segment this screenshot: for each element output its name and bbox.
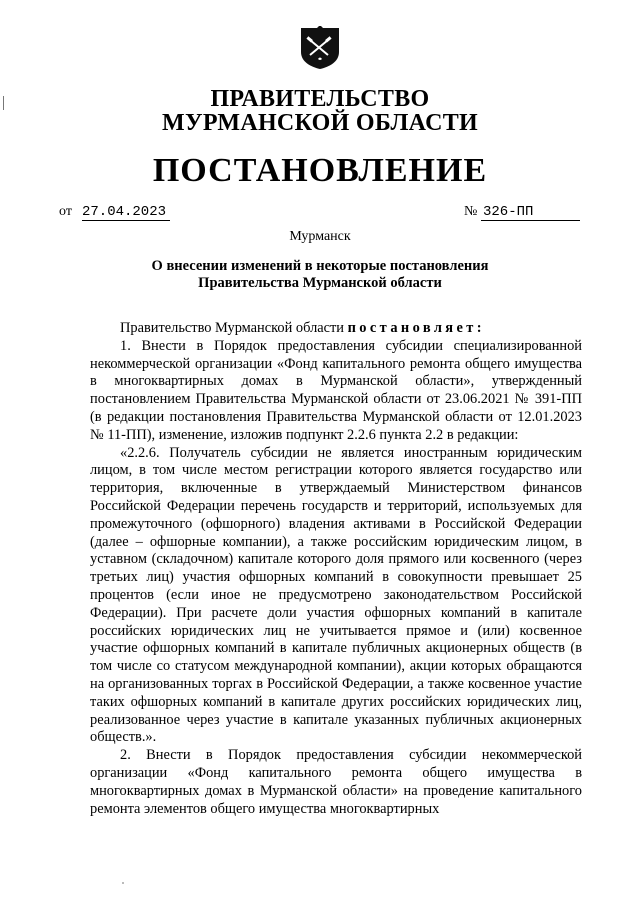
paragraph-2: 2. Внести в Порядок предоставления субсидии некоммерческой организации «Фонд капитального ремонта общего имущества в многоквартирных домах в Мурманской области» на проведение капитального ремонта элементов общего имущества многоквартирных <box>90 747 582 817</box>
government-title-line2: МУРМАНСКОЙ ОБЛАСТИ <box>162 110 478 136</box>
date-value: 27.04.2023 <box>82 204 170 221</box>
number-prefix: № <box>464 204 478 219</box>
paragraph-1: 1. Внести в Порядок предоставления субсидии специализированной некоммерческой организации «Фонд капитального ремонта общего имущества в многоквартирных домах в Мурманской области», утвержденный постановлением Правительства Мурманской области от 23.06.2021 № 391-ПП (в редакции постановления Правительства Мурманской области от 12.01.2023 № 11-ПП), изменение, изложив подпункт 2.2.6 пункта 2.2 в редакции: <box>90 337 582 443</box>
date-prefix: от <box>59 204 72 219</box>
document-body <box>90 320 582 818</box>
intro-text: Правительство Мурманской области <box>120 320 348 336</box>
coat-of-arms-icon <box>297 26 343 70</box>
intro-paragraph <box>90 320 582 338</box>
resolves-keyword: постановляет: <box>347 320 485 336</box>
subject-line1: О внесении изменений в некоторые постановления <box>151 258 489 274</box>
document-type-title: ПОСТАНОВЛЕНИЕ <box>152 152 488 189</box>
document-number: 326-ПП <box>481 204 580 221</box>
scan-dust-mark <box>122 882 124 884</box>
quoted-subclause: «2.2.6. Получатель субсидии не является иностранным юридическим лицом, в том числе местом регистрации которого является государство или территория, включенные в утверждаемый Министерством финансов Российской Федерации перечень государств и территорий, используемых для промежуточного (офшорного) владения активами в Российской Федерации (далее – офшорные компании), а также российским юридическим лицом, в уставном (складочном) капитале которого доля прямого или косвенного (через третьих лиц) участия офшорных компаний в совокупности превышает 25 процентов (если иное не предусмотрено законодательством Российской Федерации). При расчете доли участия офшорных компаний в капитале российских юридических лиц не учитывается прямое и (или) косвенное участие офшорных компаний в капитале публичных акционерных обществ (в том числе со статусом международной компании), акции которых обращаются на организованных торгах в Российской Федерации, а также косвенное участие таких офшорных компаний в капитале других российских юридических лиц, реализованное через участие в капитале указанных публичных акционерных обществ.». <box>90 444 582 746</box>
subject-line2: Правительства Мурманской области <box>198 275 442 291</box>
city-name: Мурманск <box>289 229 351 244</box>
government-title-line1: ПРАВИТЕЛЬСТВО <box>210 86 430 112</box>
